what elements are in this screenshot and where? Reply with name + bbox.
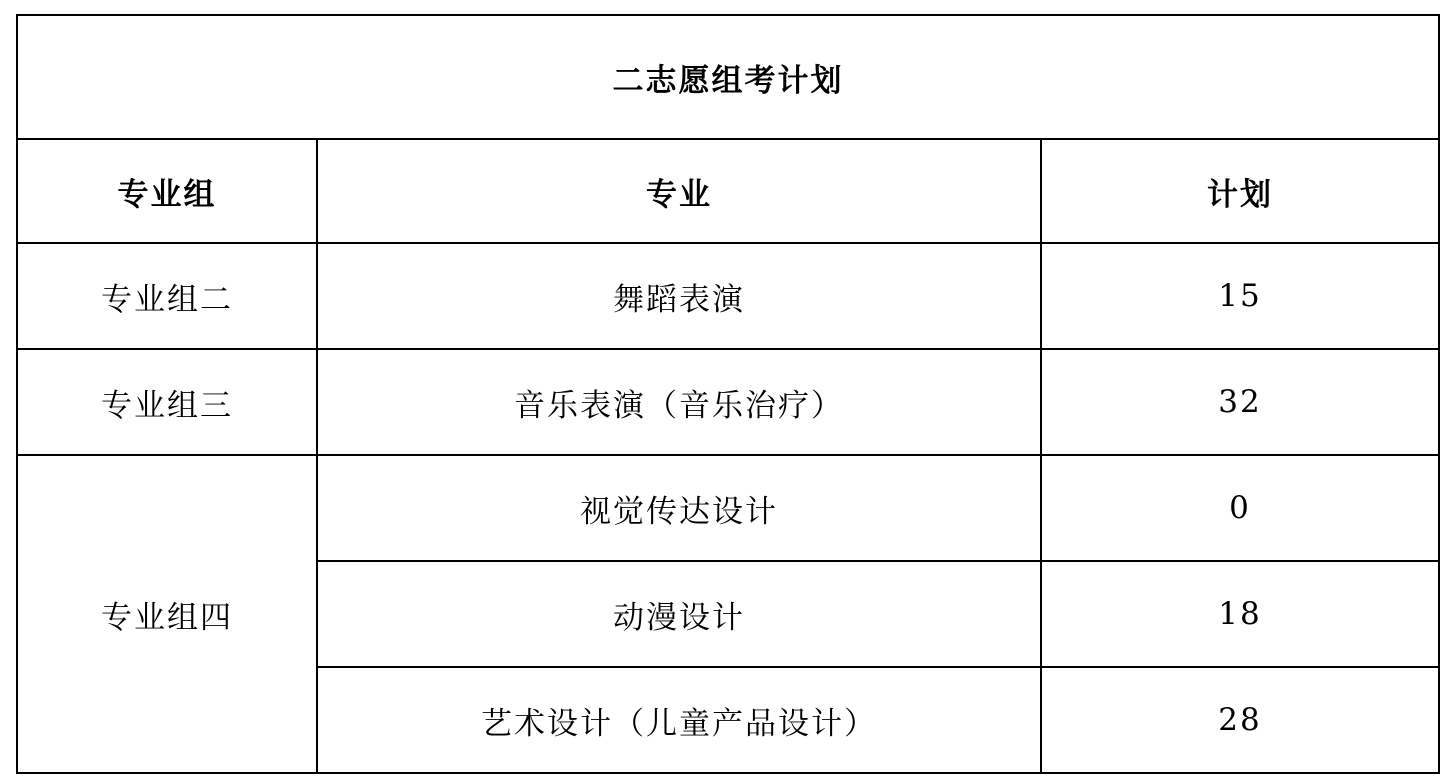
- cell-major: 动漫设计: [317, 561, 1041, 667]
- cell-group: 专业组三: [17, 349, 317, 455]
- cell-major: 音乐表演（音乐治疗）: [317, 349, 1041, 455]
- cell-major: 舞蹈表演: [317, 243, 1041, 349]
- cell-group: 专业组四: [17, 455, 317, 773]
- cell-plan: 32: [1041, 349, 1439, 455]
- column-header-group: 专业组: [17, 139, 317, 243]
- table-row: [17, 349, 1439, 455]
- cell-plan: 15: [1041, 243, 1439, 349]
- column-header-plan: 计划: [1041, 139, 1439, 243]
- cell-plan: 0: [1041, 455, 1439, 561]
- table-header-row: [17, 139, 1439, 243]
- table-title-row: [17, 15, 1439, 139]
- cell-plan: 28: [1041, 667, 1439, 773]
- table-row: [17, 243, 1439, 349]
- cell-major: 视觉传达设计: [317, 455, 1041, 561]
- table-row: [17, 455, 1439, 561]
- enrollment-plan-table: [16, 14, 1440, 774]
- column-header-major: 专业: [317, 139, 1041, 243]
- cell-group: 专业组二: [17, 243, 317, 349]
- cell-plan: 18: [1041, 561, 1439, 667]
- document-title: 二志愿组考计划: [17, 15, 1439, 139]
- cell-major: 艺术设计（儿童产品设计）: [317, 667, 1041, 773]
